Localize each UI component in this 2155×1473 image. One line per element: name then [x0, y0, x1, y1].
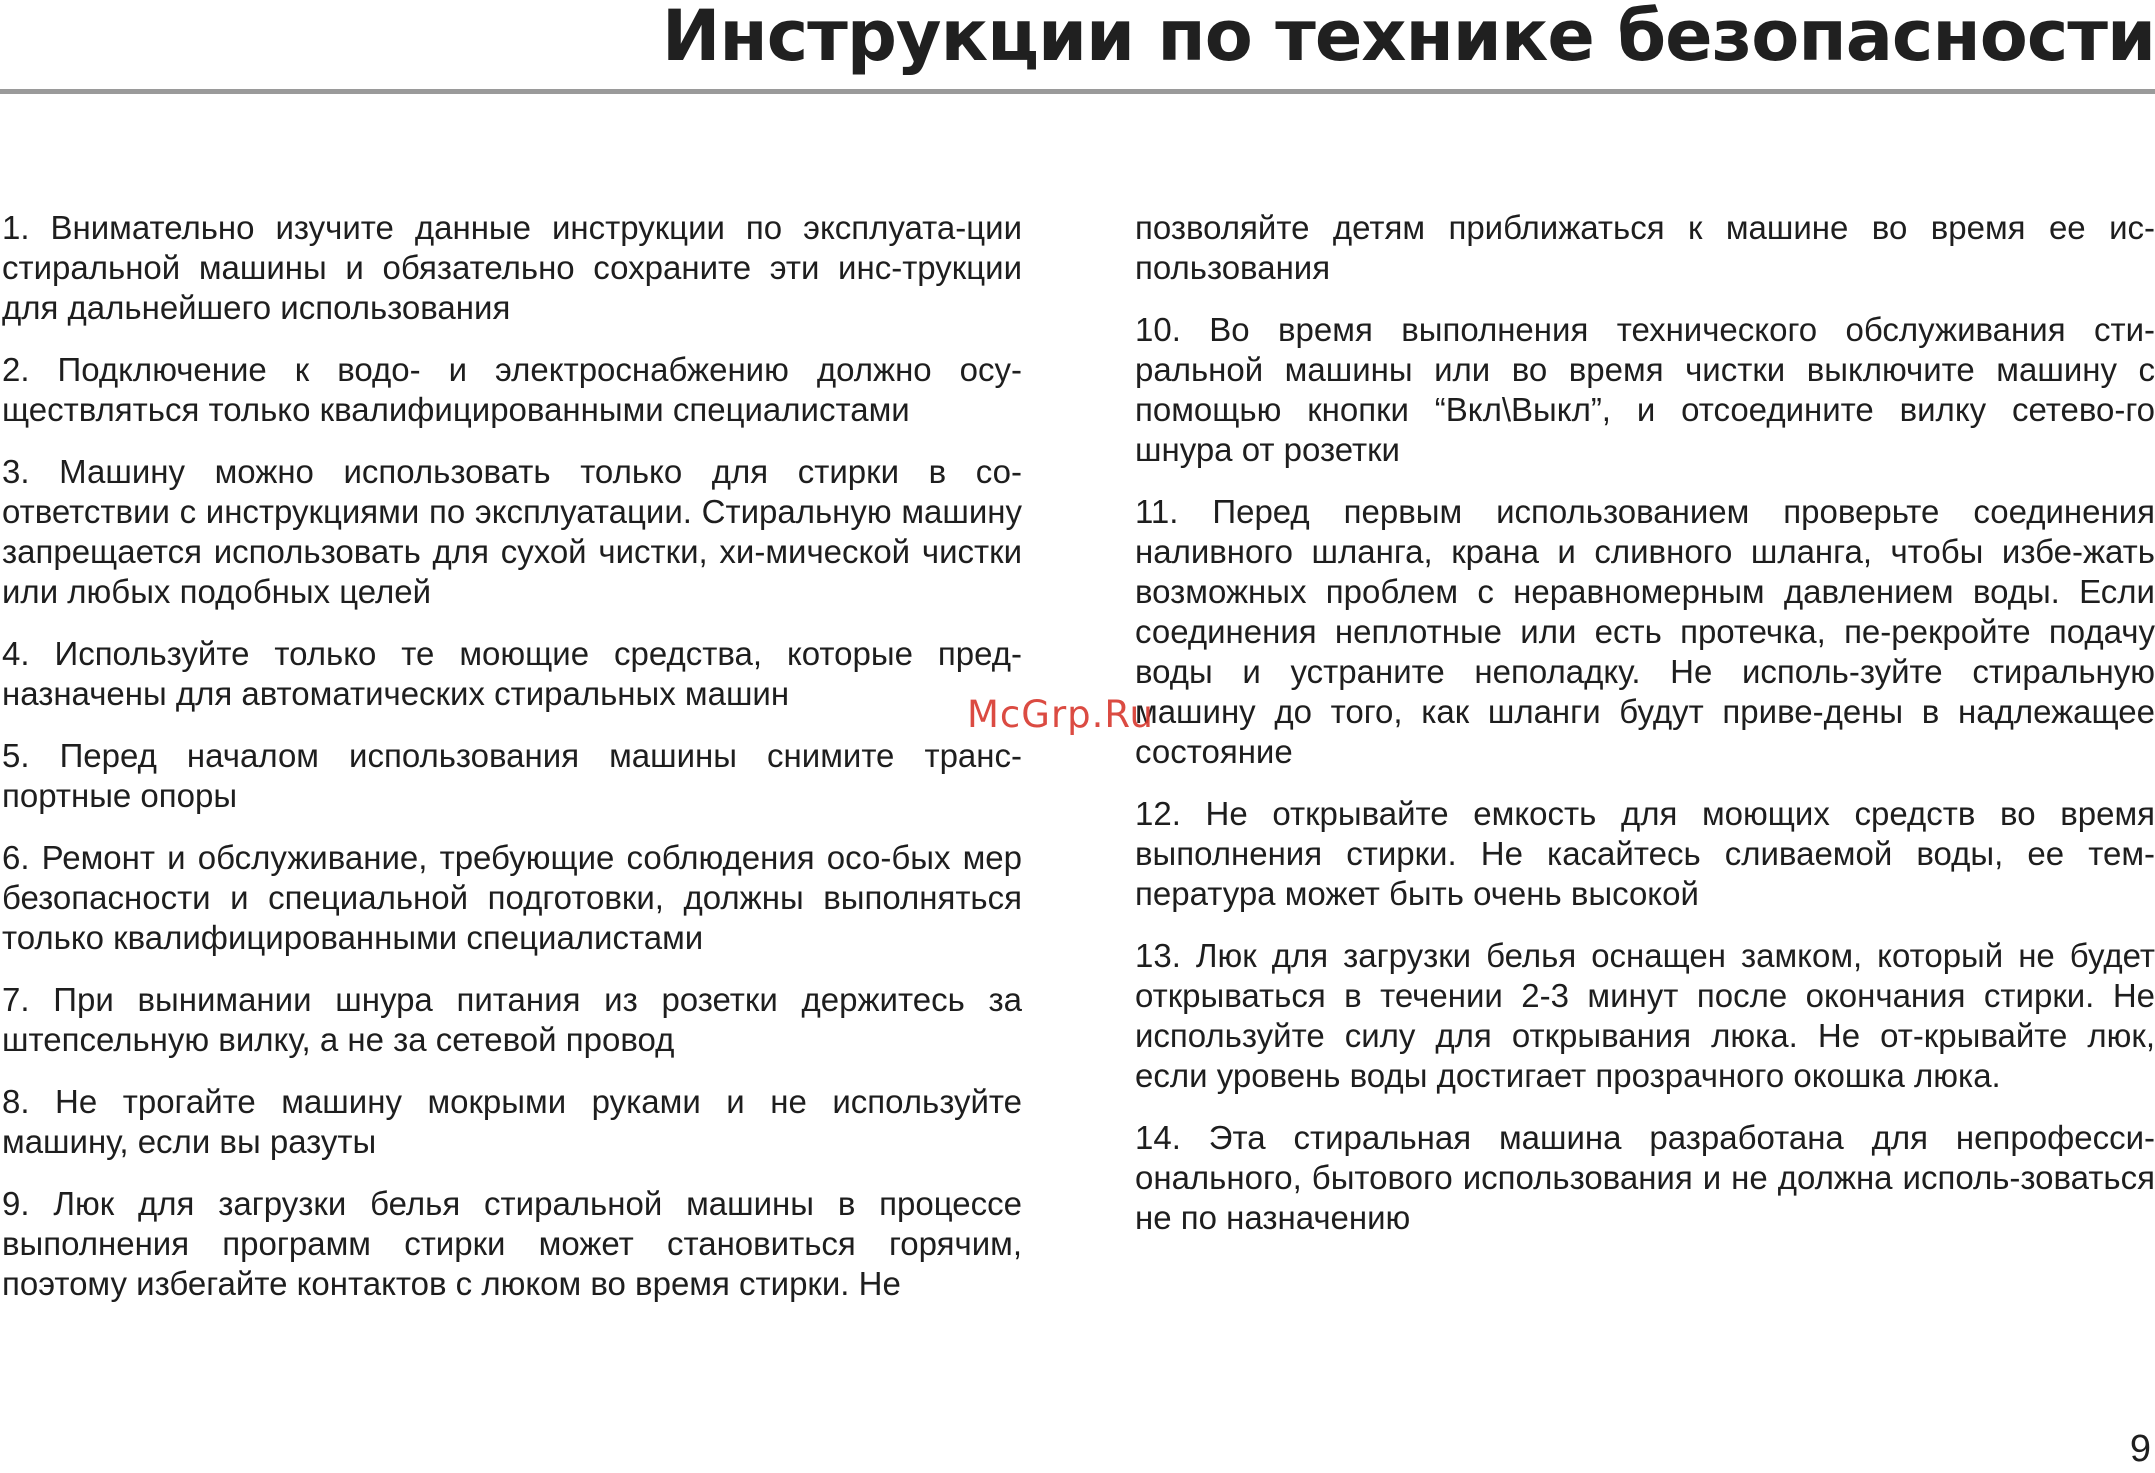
right-column	[1135, 208, 2155, 1260]
instruction-item-5: 5. Перед началом использования машины снимите транс-портные опоры	[2, 737, 1022, 814]
instruction-item-6: 6. Ремонт и обслуживание, требующие соблюдения осо-бых мер безопасности и специальной подготовки, должны выполняться только квалифицированными специалистами	[2, 839, 1022, 956]
title-divider	[0, 89, 2155, 94]
instruction-item-12: 12. Не открывайте емкость для моющих средств во время выполнения стирки. Не касайтесь сливаемой воды, ее тем-пература может быть очень высокой	[1135, 795, 2155, 912]
instruction-item-9: 9. Люк для загрузки белья стиральной машины в процессе выполнения программ стирки может становиться горячим, поэтому избегайте контактов с люком во время стирки. Не	[2, 1185, 1022, 1302]
instruction-item-3: 3. Машину можно использовать только для стирки в со-ответствии с инструкциями по эксплуатации. Стиральную машину запрещается использовать для сухой чистки, хи-мической чистки или любых подобных целей	[2, 453, 1022, 610]
watermark: McGrp.Ru	[967, 693, 1154, 736]
instruction-item-2: 2. Подключение к водо- и электроснабжению должно осу-ществляться только квалифицированными специалистами	[2, 351, 1022, 428]
instruction-item-13: 13. Люк для загрузки белья оснащен замком, который не будет открываться в течении 2-3 минут после окончания стирки. Не используйте силу для открывания люка. Не от-крывайте люк, если уровень воды достигает прозрачного окошка люка.	[1135, 937, 2155, 1094]
page-title: Инструкции по технике безопасности	[661, 0, 2155, 77]
instruction-item-10: 10. Во время выполнения технического обслуживания сти-ральной машины или во время чистки выключите машину с помощью кнопки “Вкл\Выкл”, и отсоедините вилку сетево-го шнура от розетки	[1135, 311, 2155, 468]
instruction-item-11: 11. Перед первым использованием проверьте соединения наливного шланга, крана и сливного шланга, чтобы избе-жать возможных проблем с неравномерным давлением воды. Если соединения неплотные или есть протечка, пе-рекройте подачу воды и устраните неполадку. Не исполь-зуйте стиральную машину до того, как шланги будут приве-дены в надлежащее состояние	[1135, 493, 2155, 770]
instruction-item-9-continued: позволяйте детям приближаться к машине во время ее ис-пользования	[1135, 209, 2155, 286]
page-number: 9	[2129, 1428, 2151, 1470]
instruction-item-14: 14. Эта стиральная машина разработана для непрофесси-онального, бытового использования и не должна исполь-зоваться не по назначению	[1135, 1119, 2155, 1236]
instruction-item-7: 7. При вынимании шнура питания из розетки держитесь за штепсельную вилку, а не за сетевой провод	[2, 981, 1022, 1058]
instruction-item-8: 8. Не трогайте машину мокрыми руками и не используйте машину, если вы разуты	[2, 1083, 1022, 1160]
instruction-item-4: 4. Используйте только те моющие средства, которые пред-назначены для автоматических стиральных машин	[2, 635, 1022, 712]
left-column	[2, 208, 1022, 1326]
instruction-item-1: 1. Внимательно изучите данные инструкции по эксплуата-ции стиральной машины и обязательно сохраните эти инс-трукции для дальнейшего использования	[2, 209, 1022, 326]
